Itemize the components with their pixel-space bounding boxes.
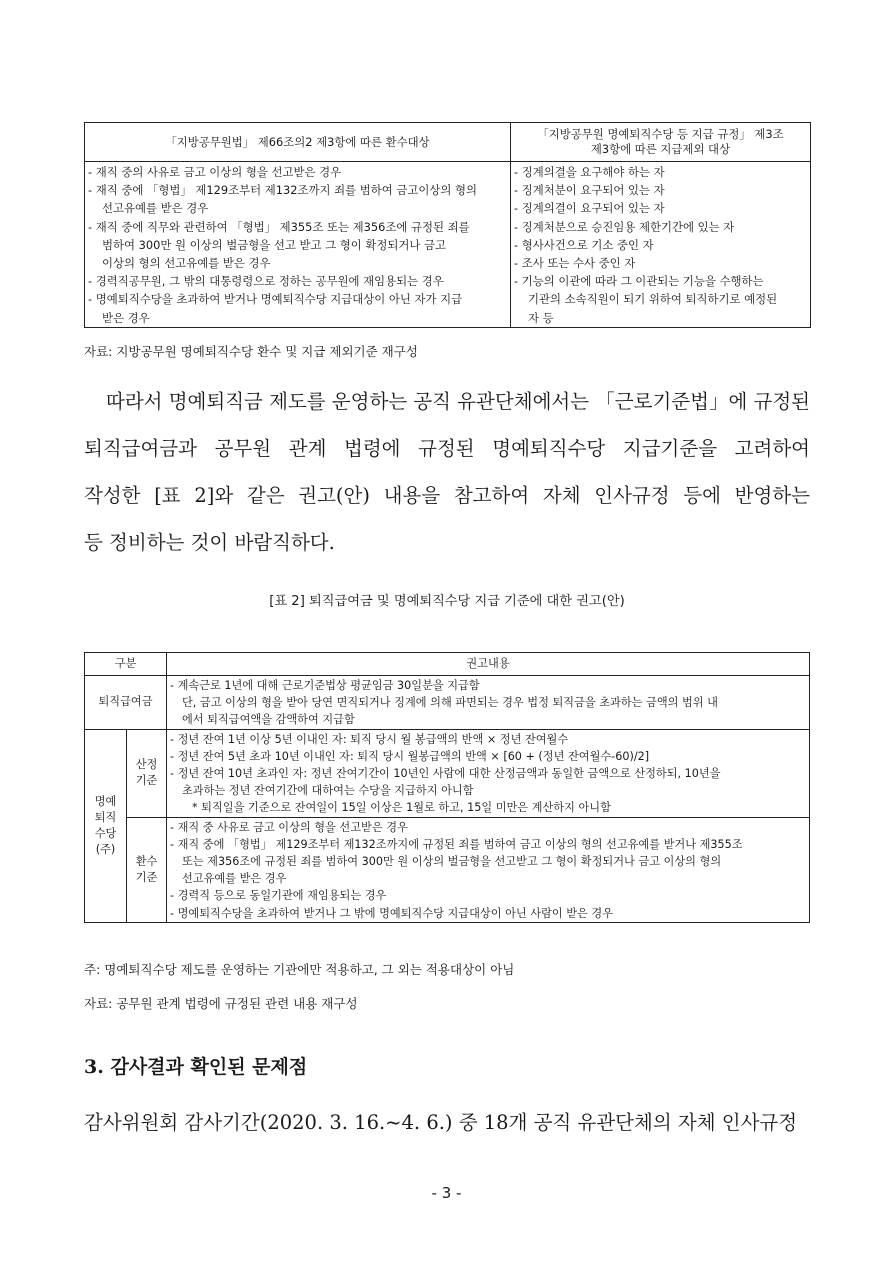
text-line: * 퇴직일을 기준으로 잔여일이 15일 이상은 1월로 하고, 15일 미만은 계산하지 아니함 (192, 801, 611, 815)
calc-label (127, 729, 167, 817)
col1-header: 「지방공무원법」 제66조의2 제3항에 따른 환수대상 (85, 123, 511, 162)
body-line: 감사위원회 감사기간(2020. 3. 16.~4. 6.) 중 18개 공직 유관단체의 자체 인사규정 (84, 1111, 798, 1134)
calc-label-line: 기준 (135, 774, 158, 788)
text-line: - 계속근로 1년에 대해 근로기준법상 평균임금 30일분을 지급함 (170, 679, 480, 692)
paragraph-line: 등 정비하는 것이 바람직하다. (84, 531, 335, 554)
text-line: - 정년 잔여 5년 초과 10년 이내인 자: 퇴직 당시 월봉급액의 반액 × [60 + (정년 잔여월수-60)/2] (170, 749, 650, 763)
text-line: 자 등 (528, 310, 554, 325)
col2-header-line: 제3항에 따른 지급제외 대상 (590, 142, 731, 156)
header-category: 구분 (85, 653, 167, 676)
table-footnote: 주: 명예퇴직수당 제도를 운영하는 기관에만 적용하고, 그 외는 적용대상이 아님 (84, 962, 515, 977)
text-line: - 징계의결이 요구되어 있는 자 (514, 201, 665, 216)
calc-content (167, 729, 810, 817)
refund-label-line: 환수 (135, 854, 158, 868)
table-row (85, 817, 810, 922)
text-line: - 징계처분이 요구되어 있는 자 (514, 183, 665, 198)
text-line: 또는 제356조에 규정된 죄를 범하여 300만 원 이상의 벌금형을 선고받고 그 형이 확정되거나 금고 이상의 형의 (182, 855, 722, 869)
text-line: - 정년 잔여 1년 이상 5년 이내인 자: 퇴직 당시 월 봉급액의 반액 × 정년 잔여월수 (170, 732, 569, 746)
text-line: - 재직 중에 「형법」 제129조부터 제132조까지 죄를 범하여 금고이상의 형의 (88, 183, 478, 198)
refund-targets-cell (85, 162, 511, 328)
text-line: - 기능의 이관에 따라 그 이관되는 기능을 수행하는 (514, 274, 764, 289)
table-row (85, 729, 810, 817)
text-line: - 재직 중 사유로 금고 이상의 형을 선고받은 경우 (170, 820, 408, 834)
table-header-row (85, 653, 810, 676)
paragraph-line: 작성한 [표 2]와 같은 권고(안) 내용을 참고하여 자체 인사규정 등에 반영하는 (84, 484, 810, 507)
paragraph-line: 퇴직급여금과 공무원 관계 법령에 규정된 명예퇴직수당 지급기준을 고려하여 (84, 437, 810, 460)
table-caption: [표 2] 퇴직급여금 및 명예퇴직수당 지급 기준에 대한 권고(안) (269, 594, 625, 609)
text-line: 선고유예를 받은 경우 (182, 872, 287, 886)
paragraph-line: 따라서 명예퇴직금 제도를 운영하는 공직 유관단체에서는 「근로기준법」에 규정된 (106, 390, 811, 413)
table-row (85, 162, 811, 328)
table-header-row (85, 123, 811, 162)
refund-content (167, 817, 810, 922)
text-line: - 징계의결을 요구해야 하는 자 (514, 165, 665, 179)
col2-header-line: 「지방공무원 명예퇴직수당 등 지급 규정」 제3조 (537, 127, 784, 141)
section-heading: 3. 감사결과 확인된 문제점 (84, 1056, 308, 1078)
exclusion-criteria-table (84, 122, 811, 328)
header-content: 권고내용 (167, 653, 810, 676)
page-number: - 3 - (431, 1184, 462, 1202)
honorary-label-line: 명예 (94, 794, 117, 808)
body-paragraph (84, 386, 814, 566)
honorary-label-line: 수당(주) (94, 826, 117, 856)
calc-label-line: 산정 (135, 758, 158, 772)
text-line: 범하여 300만 원 이상의 벌금형을 선고 받고 그 형이 확정되거나 금고 (102, 237, 447, 252)
text-line: 받은 경우 (102, 310, 150, 325)
text-line: - 경력직공무원, 그 밖의 대통령령으로 정하는 공무원에 재임용되는 경우 (88, 274, 444, 289)
text-line: 선고유예를 받은 경우 (102, 201, 209, 216)
table-row (85, 676, 810, 730)
honorary-label (85, 729, 127, 922)
text-line: 에서 퇴직급여액을 감액하여 지급함 (182, 713, 355, 727)
text-line: - 명예퇴직수당을 초과하여 받거나 명예퇴직수당 지급대상이 아닌 자가 지급 (88, 292, 463, 307)
text-line: - 명예퇴직수당을 초과하여 받거나 그 밖에 명예퇴직수당 지급대상이 아닌 사람이 받은 경우 (170, 906, 614, 920)
text-line: - 재직 중의 사유로 금고 이상의 형을 선고받은 경우 (88, 165, 342, 179)
col2-header (511, 123, 811, 162)
text-line: 초과하는 정년 잔여기간에 대하여는 수당을 지급하지 아니함 (182, 784, 474, 798)
source-note: 자료: 지방공무원 명예퇴직수당 환수 및 지급 제외기준 재구성 (84, 344, 418, 359)
text-line: 기관의 소속직원이 되기 위하여 퇴직하기로 예정된 (528, 292, 778, 307)
text-line: - 경력직 등으로 동일기관에 재임용되는 경우 (170, 889, 387, 903)
honorary-label-line: 퇴직 (94, 810, 117, 824)
retirement-content (167, 676, 810, 730)
payment-exclusion-cell (511, 162, 811, 328)
refund-label-line: 기준 (135, 870, 158, 884)
text-line: 이상의 형의 선고유예를 받은 경우 (102, 256, 271, 271)
text-line: 단, 금고 이상의 형을 받아 당연 면직되거나 징계에 의해 파면되는 경우 법정 퇴직금을 초과하는 금액의 범위 내 (182, 696, 718, 710)
retirement-label: 퇴직급여금 (85, 676, 167, 730)
text-line: - 징계처분으로 승진임용 제한기간에 있는 자 (514, 219, 735, 234)
refund-label (127, 817, 167, 922)
text-line: - 형사사건으로 기소 중인 자 (514, 237, 654, 252)
text-line: - 정년 잔여 10년 초과인 자: 정년 잔여기간이 10년인 사람에 대한 산정금액과 동일한 금액으로 산정하되, 10년을 (170, 767, 721, 781)
recommendation-table (84, 652, 810, 923)
text-line: - 조사 또는 수사 중인 자 (514, 256, 636, 271)
text-line: - 재직 중에 직무와 관련하여 「형법」 제355조 또는 제356조에 규정된 죄를 (88, 219, 470, 234)
text-line: - 재직 중에 「형법」 제129조부터 제132조까지에 규정된 죄를 범하여 금고 이상의 형의 선고유예를 받거나 제355조 (170, 837, 743, 851)
source-note: 자료: 공무원 관계 법령에 규정된 관련 내용 재구성 (84, 996, 358, 1011)
